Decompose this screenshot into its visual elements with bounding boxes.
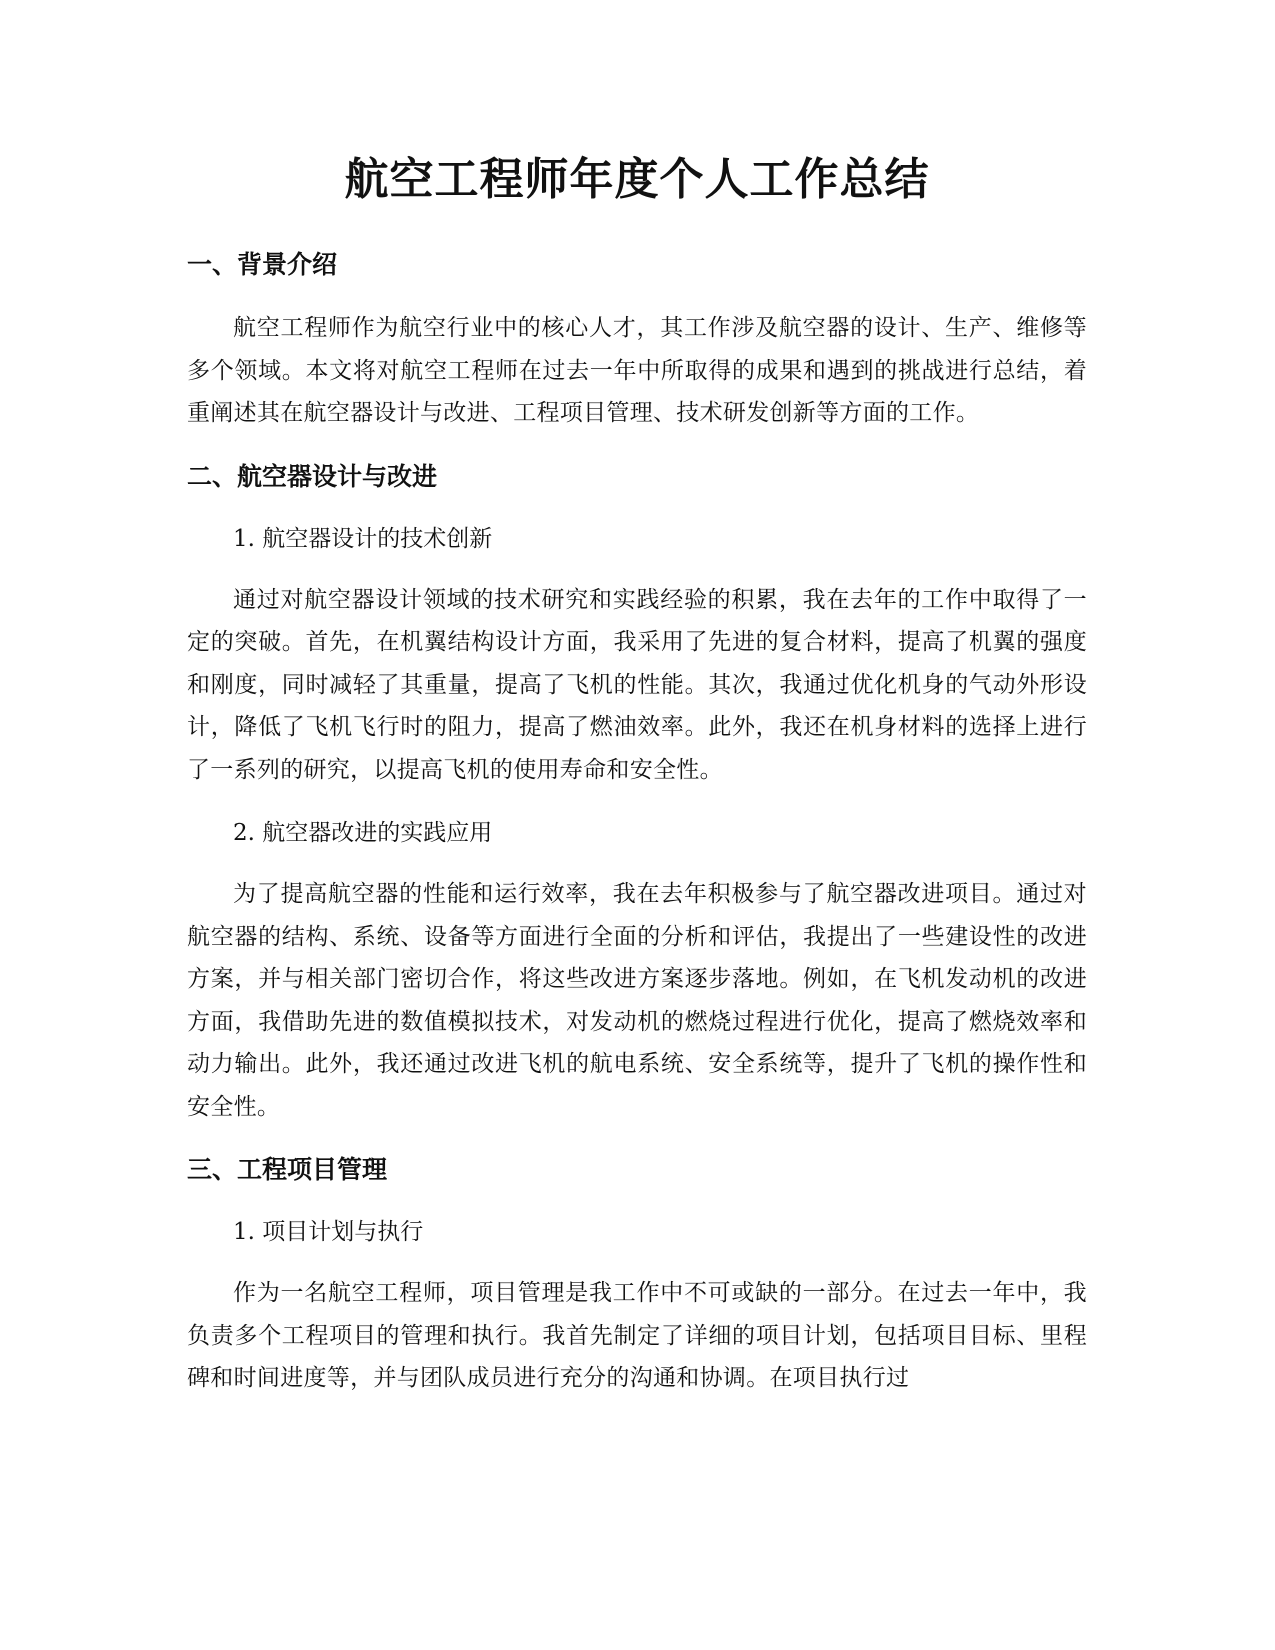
document-body — [187, 245, 1087, 1422]
section-heading-aircraft-design: 二、航空器设计与改进 — [187, 461, 438, 491]
subheading-improvement-practice: 2. 航空器改进的实践应用 — [233, 820, 493, 846]
subheading-design-innovation: 1. 航空器设计的技术创新 — [233, 525, 493, 552]
paragraph-design-innovation: 通过对航空器设计领域的技术研究和实践经验的积累，我在去年的工作中取得了一定的突破。首先，在机翼结构设计方面，我采用了先进的复合材料，提高了机翼的强度和刚度，同时减轻了其重量，提高了飞机的性能。其次，我通过优化机身的气动外形设计，降低了飞机飞行时的阻力，提高了燃油效率。此外，我还在机身材料的选择上进行了一系列的研究，以提高飞机的使用寿命和安全性。 — [187, 586, 1087, 783]
paragraph-project-plan: 作为一名航空工程师，项目管理是我工作中不可或缺的一部分。在过去一年中，我负责多个工程项目的管理和执行。我首先制定了详细的项目计划，包括项目目标、里程碑和时间进度等，并与团队成员进行充分的沟通和协调。在项目执行过 — [187, 1280, 1087, 1391]
section-heading-background: 一、背景介绍 — [187, 250, 338, 279]
section-heading-project-management: 三、工程项目管理 — [187, 1155, 388, 1184]
document-title: 航空工程师年度个人工作总结 — [344, 154, 930, 205]
paragraph-background: 航空工程师作为航空行业中的核心人才，其工作涉及航空器的设计、生产、维修等多个领域。本文将对航空工程师在过去一年中所取得的成果和遇到的挑战进行总结，着重阐述其在航空器设计与改进、工程项目管理、技术研发创新等方面的工作。 — [187, 315, 1087, 426]
paragraph-improvement-practice: 为了提高航空器的性能和运行效率，我在去年积极参与了航空器改进项目。通过对航空器的结构、系统、设备等方面进行全面的分析和评估，我提出了一些建设性的改进方案，并与相关部门密切合作，将这些改进方案逐步落地。例如，在飞机发动机的改进方面，我借助先进的数值模拟技术，对发动机的燃烧过程进行优化，提高了燃烧效率和动力输出。此外，我还通过改进飞机的航电系统、安全系统等，提升了飞机的操作性和安全性。 — [187, 881, 1087, 1120]
subheading-project-plan: 1. 项目计划与执行 — [233, 1219, 424, 1245]
